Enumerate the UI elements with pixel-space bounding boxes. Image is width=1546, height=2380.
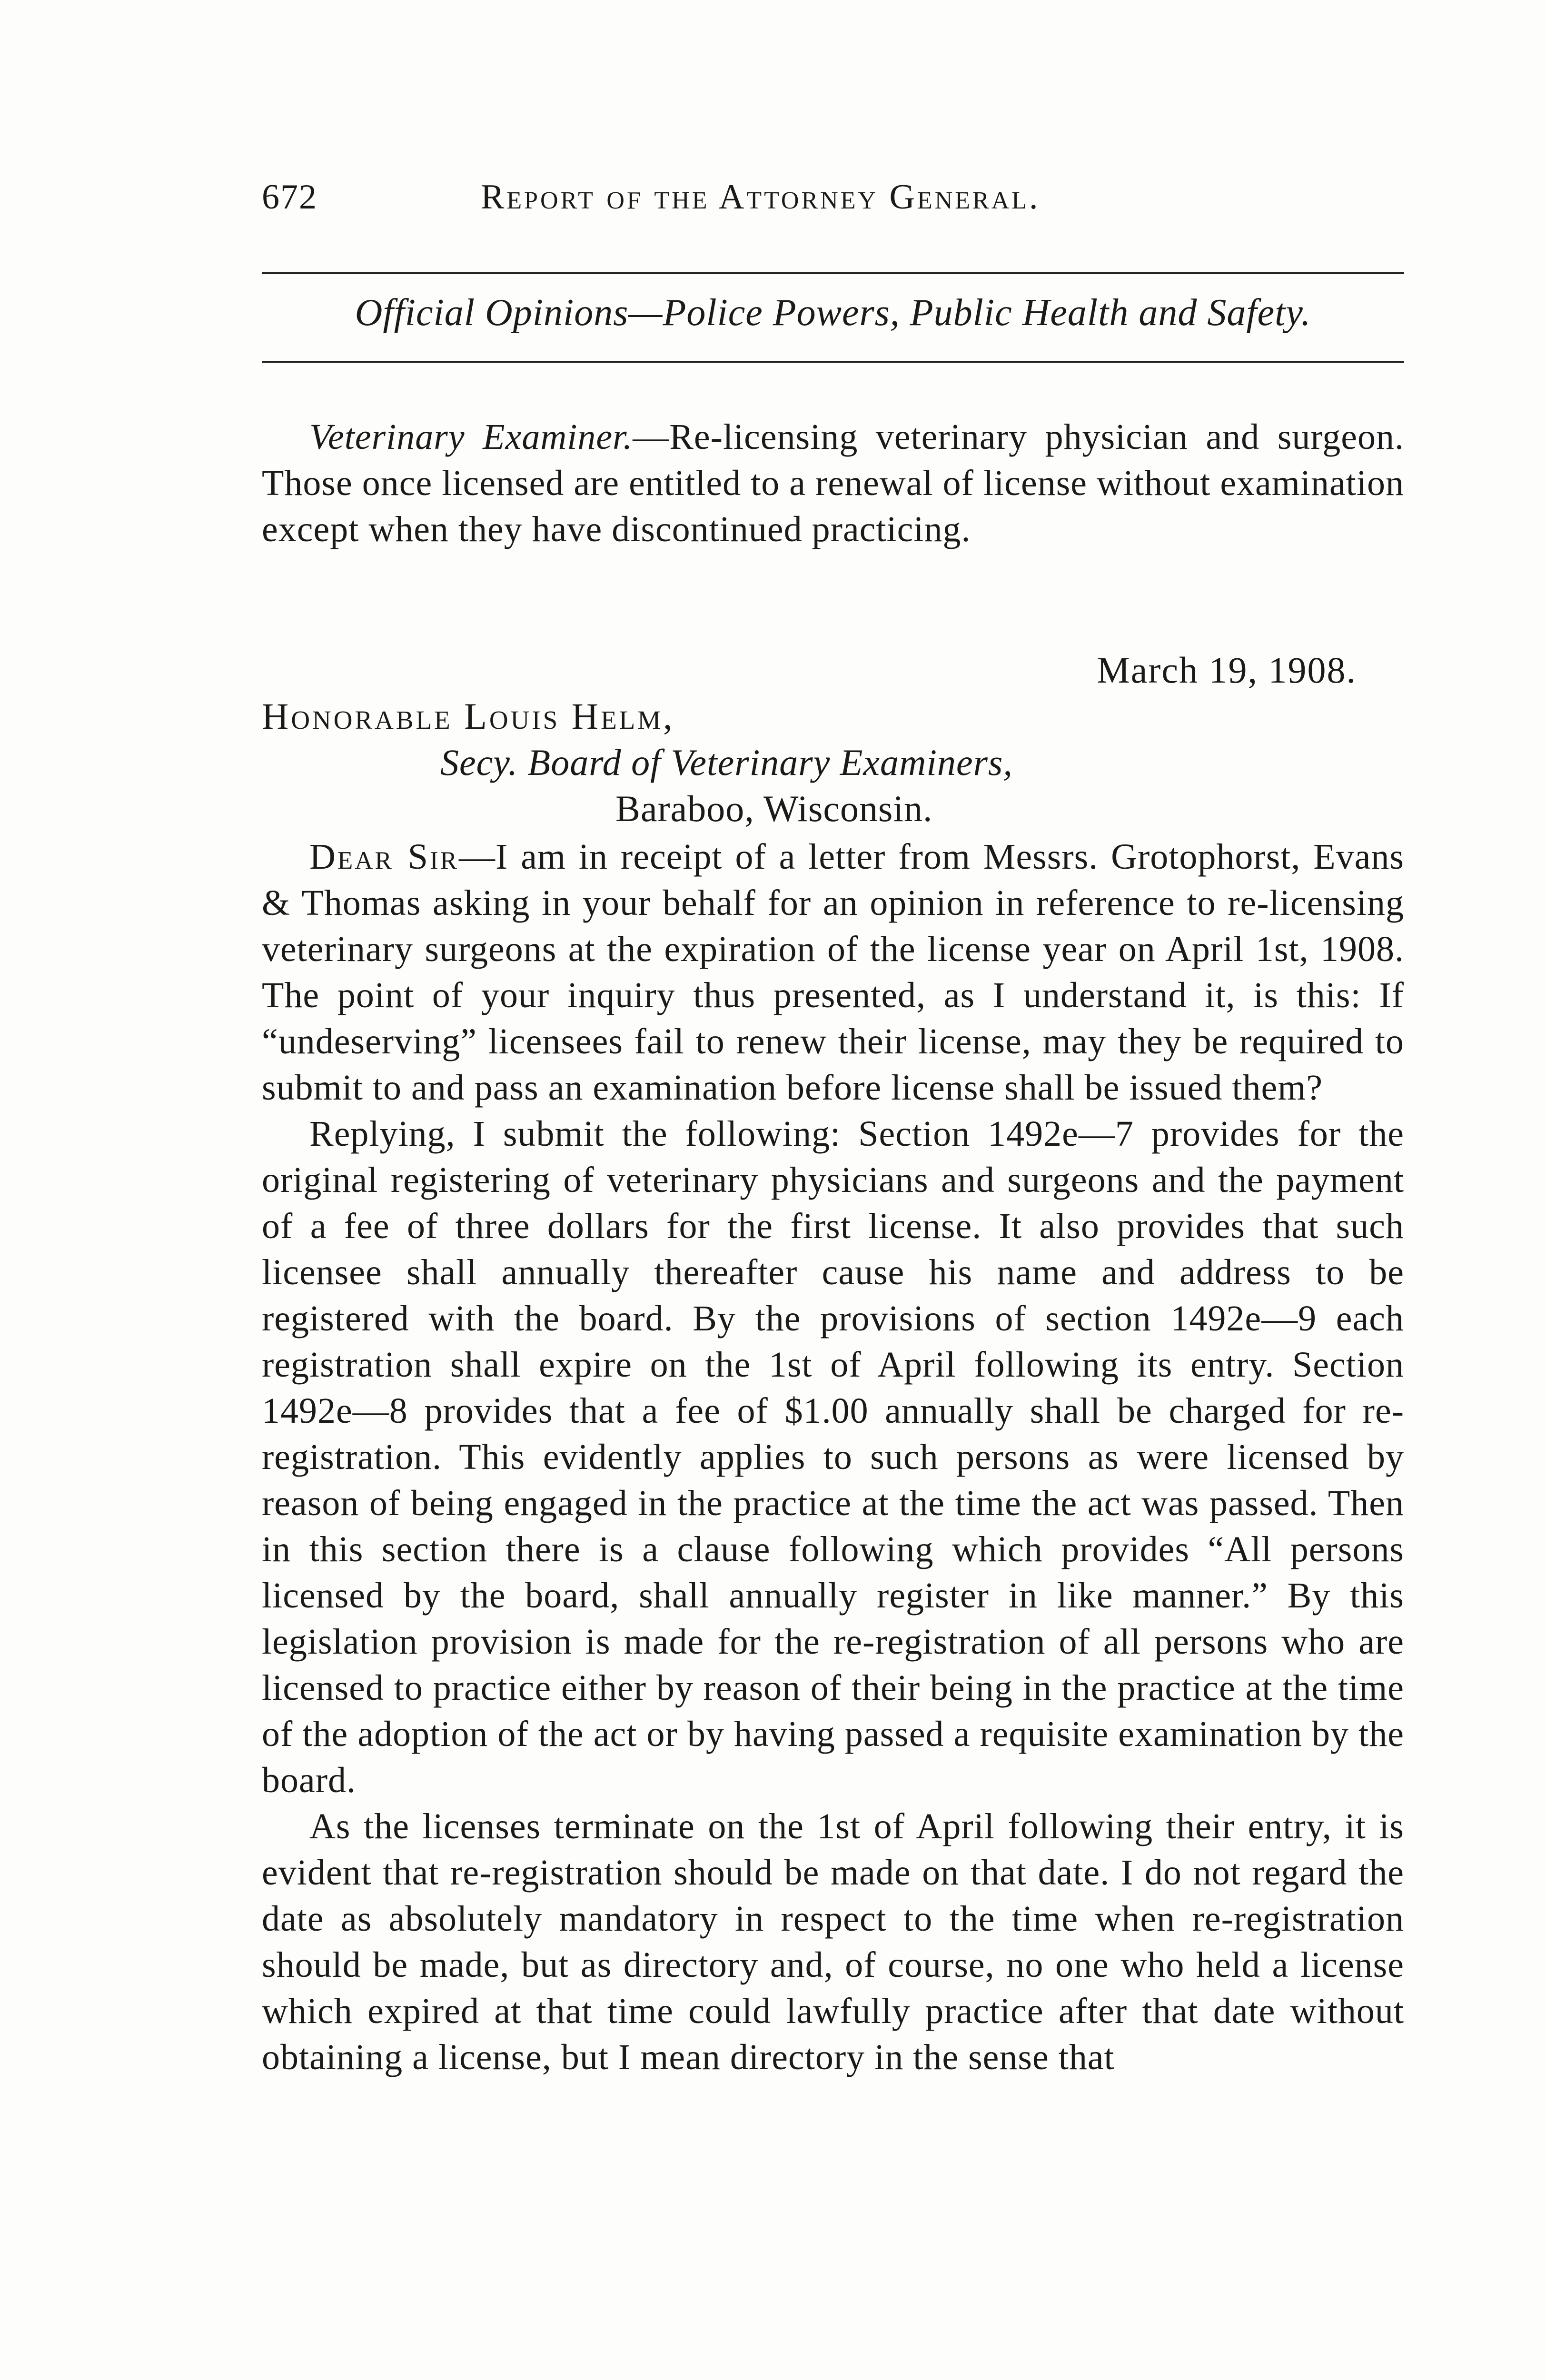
addressee-title: Secy. Board of Veterinary Examiners, (440, 742, 1013, 783)
letter-body (262, 834, 1404, 2081)
page-number: 672 (262, 178, 317, 217)
running-head (262, 177, 1404, 234)
syllabus-paragraph (262, 414, 1404, 553)
syllabus-topic: Veterinary Examiner. (309, 417, 633, 457)
section-head-top-rule (262, 272, 1404, 274)
body-paragraph-3: As the licenses terminate on the 1st of April following their entry, it is evident that re-registration should be made on that date. I do not regard the date as absolutely mandatory in respect to the time when re-registration should be made, but as directory and, of course, no one who held a license which expired at that time could lawfully practice after that date without obtaining a license, but I mean directory in the sense that (262, 1806, 1404, 2077)
addressee-place: Baraboo, Wisconsin. (615, 788, 933, 829)
addressee-name: Honorable Louis Helm, (262, 695, 675, 737)
body-paragraph-1 (262, 834, 1404, 1111)
syllabus-text: —Re-licensing veterinary physician and surgeon. Those once licensed are entitled to a renewal of license without examination except when they have discontinued practicing. (262, 417, 1404, 549)
section-head-bottom-rule (262, 361, 1404, 363)
body-paragraph-1-text: —I am in receipt of a letter from Messrs. Grotophorst, Evans & Thomas asking in your behalf for an opinion in reference to re-licensing veterinary surgeons at the expiration of the license year on April 1st, 1908. The point of your inquiry thus presented, as I understand it, is this: If “undeserving” licensees fail to renew their license, may they be required to submit to and pass an examination before license shall be issued them? (262, 837, 1404, 1108)
running-head-title: Report of the Attorney General. (481, 178, 1041, 217)
section-head: Official Opinions—Police Powers, Public Health and Safety. (355, 292, 1311, 334)
salutation: Dear Sir (309, 837, 459, 877)
letter-date: March 19, 1908. (1097, 649, 1357, 691)
body-paragraph-2: Replying, I submit the following: Section 1492e—7 provides for the original registering of veterinary physicians and surgeons and the payment of a fee of three dollars for the first license. It also provides that such licensee shall annually thereafter cause his name and address to be registered with the board. By the provisions of section 1492e—9 each registration shall expire on the 1st of April following its entry. Section 1492e—8 provides that a fee of $1.00 annually shall be charged for re-registration. This evidently applies to such persons as were licensed by reason of being engaged in the practice at the time the act was passed. Then in this section there is a clause following which provides “All persons licensed by the board, shall annually register in like manner.” By this legislation provision is made for the re-registration of all persons who are licensed to practice either by reason of their being in the practice at the time of the adoption of the act or by having passed a requisite examination by the board. (262, 1114, 1404, 1800)
